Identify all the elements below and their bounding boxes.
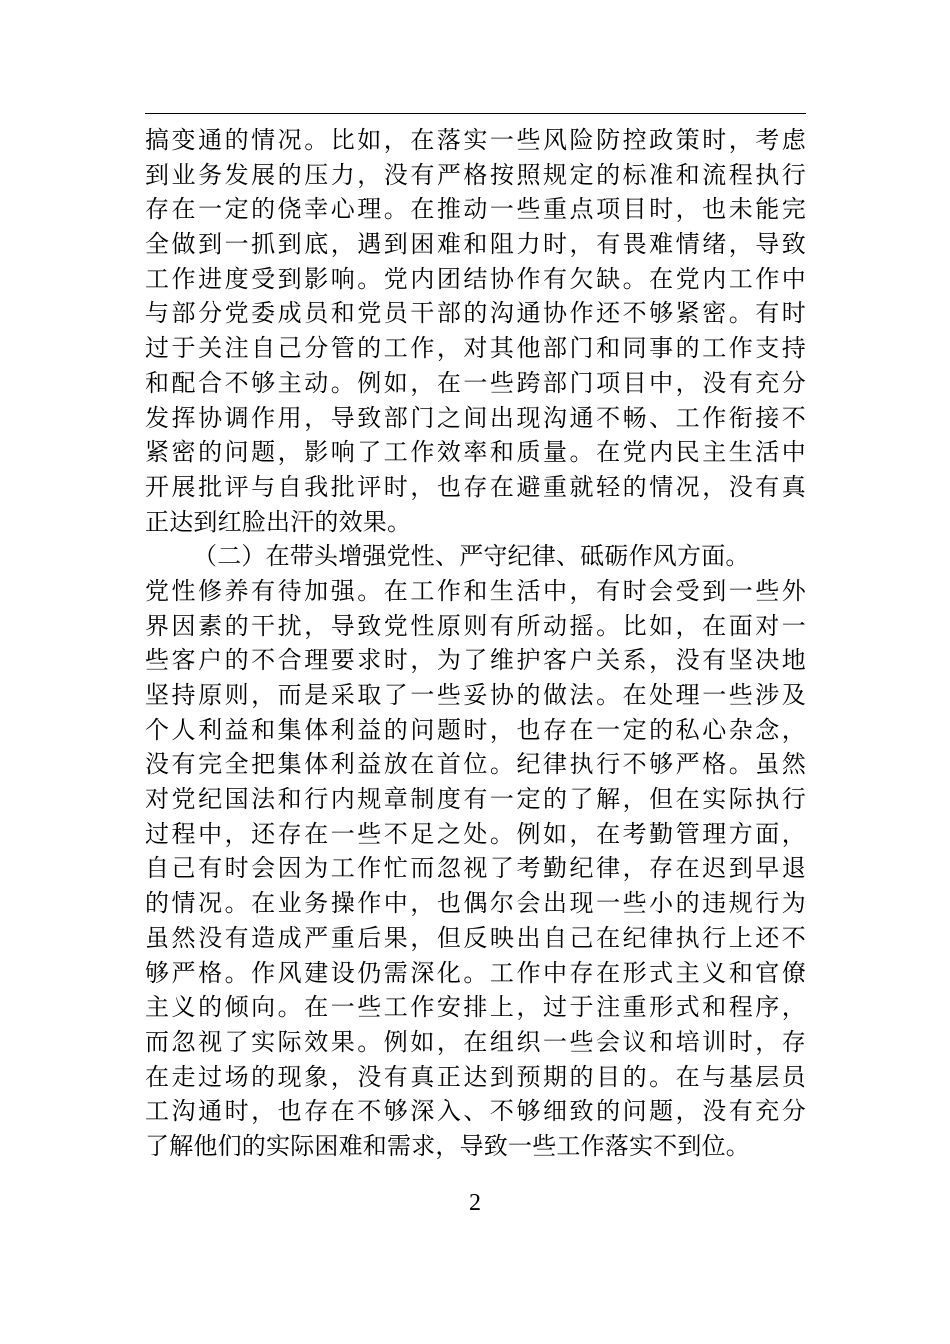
page-number: 2 [469,1190,481,1216]
text-line: 虽然没有造成严重后果，但反映出自己在纪律执行上还不 [145,923,806,952]
text-line: 没有完全把集体利益放在首位。纪律执行不够严格。虽然 [145,750,806,779]
text-line: 主义的倾向。在一些工作安排上，过于注重形式和程序， [145,993,806,1022]
text-line: 坚持原则，而是采取了一些妥协的做法。在处理一些涉及 [145,681,806,709]
text-line: 个人利益和集体利益的问题时，也存在一定的私心杂念， [145,715,806,744]
text-line: 工作进度受到影响。党内团结协作有欠缺。在党内工作中 [145,264,806,293]
text-line: 的情况。在业务操作中，也偶尔会出现一些小的违规行为 [145,889,806,918]
text-line: 过程中，还存在一些不足之处。例如，在考勤管理方面， [145,819,806,848]
text-line: 正达到红脸出汗的效果。 [145,507,412,536]
text-line: 党性修养有待加强。在工作和生活中，有时会受到一些外 [145,576,806,605]
text-line: 到业务发展的压力，没有严格按照规定的标准和流程执行 [145,160,806,189]
text-line: 搞变通的情况。比如，在落实一些风险防控政策时，考虑 [145,126,806,154]
text-line: 在走过场的现象，没有真正达到预期的目的。在与基层员 [145,1062,806,1091]
text-line: 发挥协调作用，导致部门之间出现沟通不畅、工作衔接不 [145,403,806,432]
text-line: 对党纪国法和行内规章制度有一定的了解，但在实际执行 [145,785,806,814]
text-line: 自己有时会因为工作忙而忽视了考勤纪律，存在迟到早退 [145,854,806,883]
header-rule [145,113,806,114]
section-heading: （二）在带头增强党性、严守纪律、砥砺作风方面。 [193,542,750,571]
text-line: 工沟通时，也存在不够深入、不够细致的问题，没有充分 [145,1097,806,1126]
text-line: 与部分党委成员和党员干部的沟通协作还不够紧密。有时 [145,299,806,328]
text-line: 开展批评与自我批评时，也存在避重就轻的情况，没有真 [145,472,806,501]
text-line: 和配合不够主动。例如，在一些跨部门项目中，没有充分 [145,368,806,397]
text-line: 些客户的不合理要求时，为了维护客户关系，没有坚决地 [145,646,806,675]
text-line: 全做到一抓到底，遇到困难和阻力时，有畏难情绪，导致 [145,230,806,259]
text-line: 过于关注自己分管的工作，对其他部门和同事的工作支持 [145,334,806,363]
text-line: 存在一定的侥幸心理。在推动一些重点项目时，也未能完 [145,195,806,224]
text-line: 够严格。作风建设仍需深化。工作中存在形式主义和官僚 [145,958,806,987]
text-line: 而忽视了实际效果。例如，在组织一些会议和培训时，存 [145,1027,806,1056]
text-line: 界因素的干扰，导致党性原则有所动摇。比如，在面对一 [145,611,806,640]
body-text [145,123,806,1164]
text-line: 紧密的问题，影响了工作效率和质量。在党内民主生活中 [145,438,806,467]
text-line: 了解他们的实际困难和需求，导致一些工作落实不到位。 [145,1131,750,1160]
